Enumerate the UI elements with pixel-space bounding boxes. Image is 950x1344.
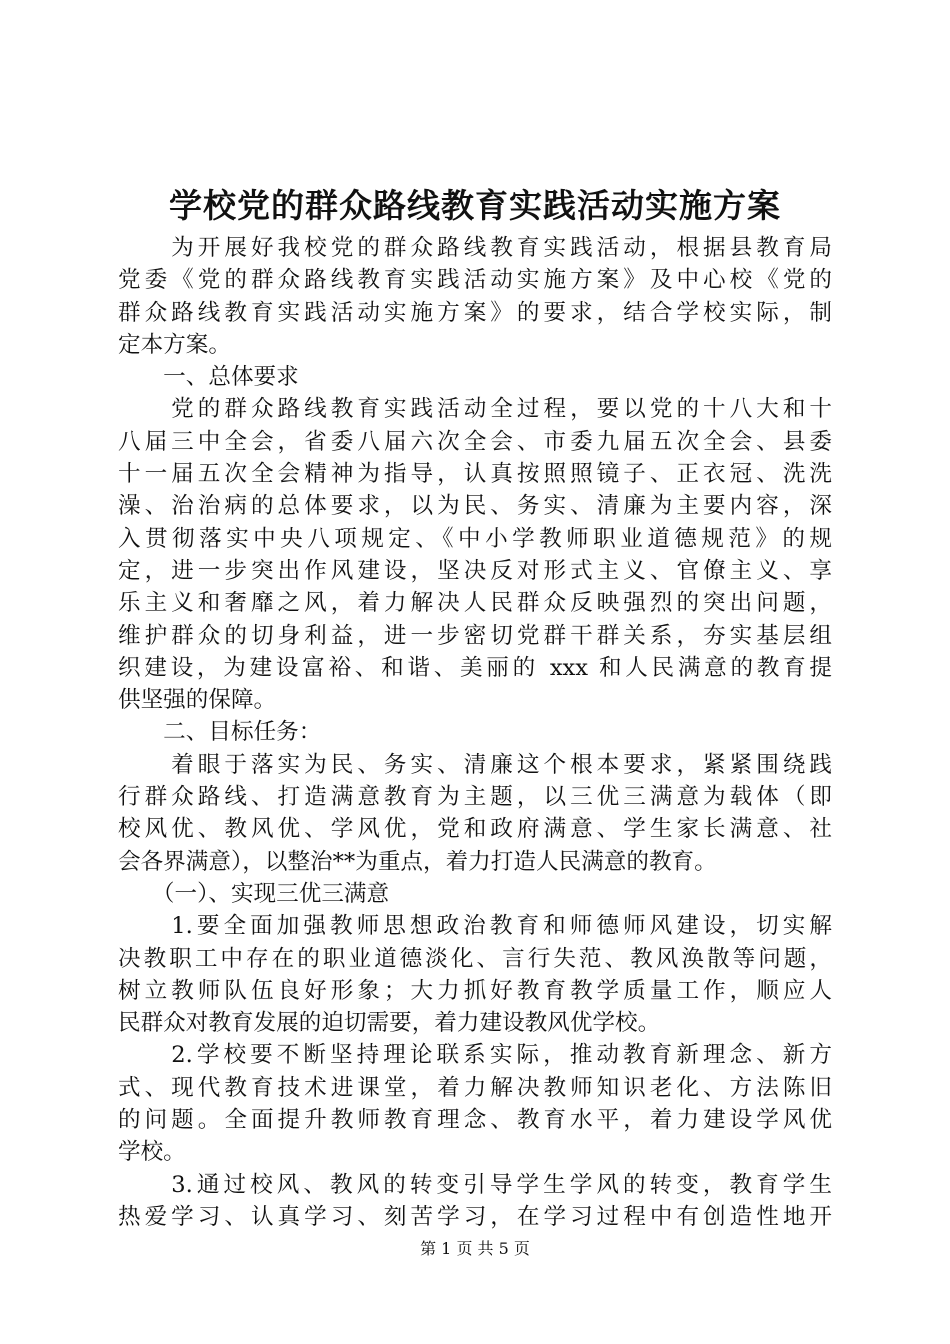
text-line: 维护群众的切身利益，进一步密切党群干群关系，夯实基层组 bbox=[118, 622, 832, 649]
text-line: 3.通过校风、教风的转变引导学生学风的转变，教育学生 bbox=[118, 1171, 832, 1198]
text-line: 树立教师队伍良好形象；大力抓好教育教学质量工作，顺应人 bbox=[118, 977, 832, 1004]
text-line: （一）、实现三优三满意 bbox=[118, 880, 390, 907]
text-line: 供坚强的保障。 bbox=[118, 687, 277, 714]
text-line: 决教职工中存在的职业道德淡化、言行失范、教风涣散等问题， bbox=[118, 945, 832, 972]
document-title: 学校党的群众路线教育实践活动实施方案 bbox=[169, 186, 781, 225]
text-line: 入贯彻落实中央八项规定、《中小学教师职业道德规范》的规 bbox=[118, 525, 832, 552]
text-line: 党委《党的群众路线教育实践活动实施方案》及中心校《党的 bbox=[118, 267, 832, 294]
text-line: 校风优、教风优、学风优，党和政府满意、学生家长满意、社 bbox=[118, 816, 832, 843]
text-line: 的问题。全面提升教师教育理念、教育水平，着力建设学风优 bbox=[118, 1107, 832, 1134]
text-line: 1.要全面加强教师思想政治教育和师德师风建设，切实解 bbox=[118, 913, 832, 940]
text-line: 民群众对教育发展的迫切需要，着力建设教风优学校。 bbox=[118, 1010, 661, 1037]
text-line: 为开展好我校党的群众路线教育实践活动，根据县教育局 bbox=[118, 235, 832, 261]
text-line: 学校。 bbox=[118, 1139, 186, 1166]
page-number-footer: 第 1 页 共 5 页 bbox=[420, 1239, 530, 1258]
text-line: 着眼于落实为民、务实、清廉这个根本要求，紧紧围绕践 bbox=[118, 751, 832, 778]
text-line: 群众路线教育实践活动实施方案》的要求，结合学校实际，制 bbox=[118, 299, 832, 326]
text-line: 会各界满意），以整治**为重点，着力打造人民满意的教育。 bbox=[118, 848, 717, 875]
text-line: 一、总体要求 bbox=[118, 364, 299, 391]
text-line: 织建设，为建设富裕、和谐、美丽的 xxx 和人民满意的教育提 bbox=[118, 654, 832, 681]
text-line: 式、现代教育技术进课堂，着力解决教师知识老化、方法陈旧 bbox=[118, 1074, 832, 1101]
text-line: 定本方案。 bbox=[118, 331, 231, 358]
document-body bbox=[118, 232, 832, 1233]
text-line: 十一届五次全会精神为指导，认真按照照镜子、正衣冠、洗洗 bbox=[118, 461, 832, 488]
text-line: 2.学校要不断坚持理论联系实际，推动教育新理念、新方 bbox=[118, 1042, 832, 1069]
text-line: 热爱学习、认真学习、刻苦学习，在学习过程中有创造性地开 bbox=[118, 1203, 832, 1230]
text-line: 定，进一步突出作风建设，坚决反对形式主义、官僚主义、享 bbox=[118, 557, 832, 584]
text-line: 八届三中全会，省委八届六次全会、市委九届五次全会、县委 bbox=[118, 428, 832, 455]
text-line: 党的群众路线教育实践活动全过程，要以党的十八大和十 bbox=[118, 396, 832, 423]
text-line: 乐主义和奢靡之风，着力解决人民群众反映强烈的突出问题， bbox=[118, 590, 832, 617]
text-line: 二、目标任务： bbox=[118, 719, 322, 746]
text-line: 行群众路线、打造满意教育为主题，以三优三满意为载体（即 bbox=[118, 784, 832, 811]
text-line: 澡、治治病的总体要求，以为民、务实、清廉为主要内容，深 bbox=[118, 493, 832, 520]
